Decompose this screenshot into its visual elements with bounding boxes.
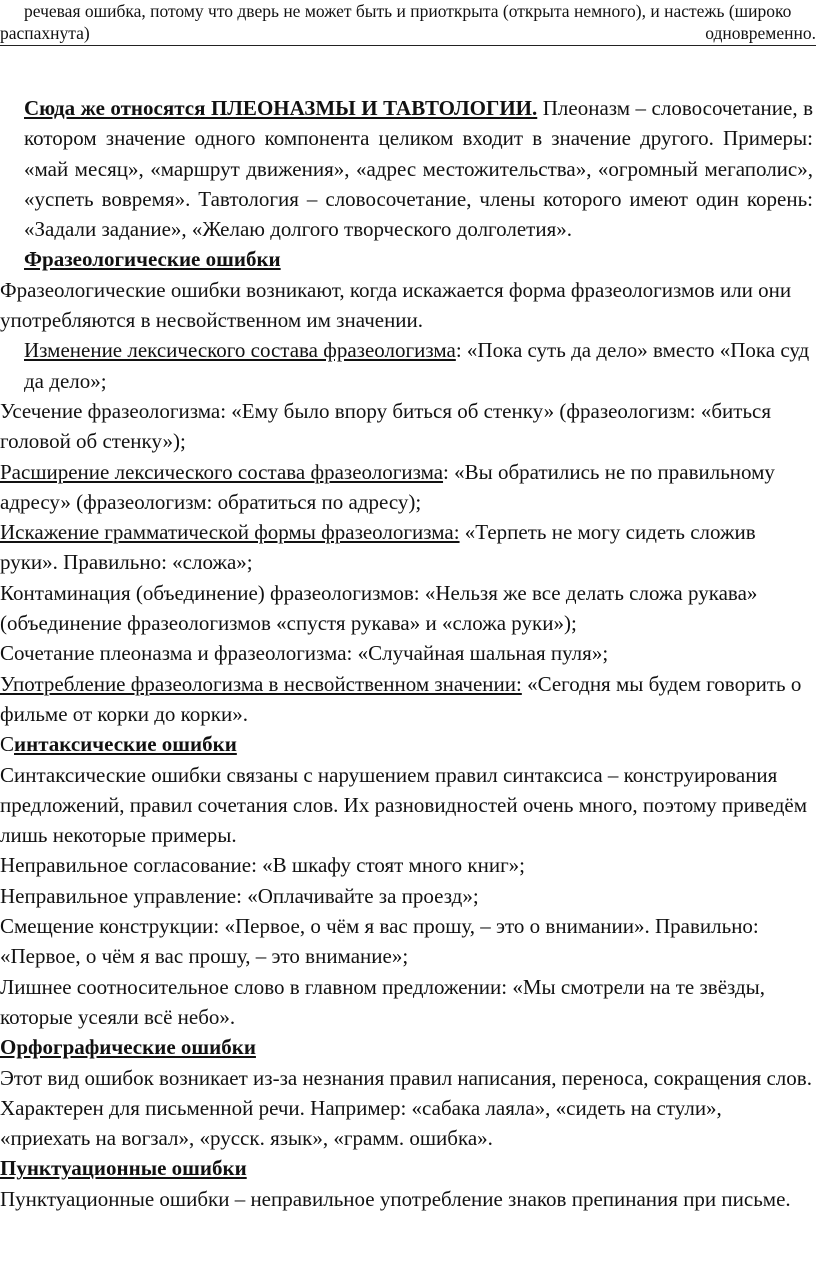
pleonasm-text: Плеоназм – словосочетание, в котором значение одного компонента целиком входит в значение другого. Примеры: «май месяц», «маршрут движения», «адрес местожительства», «огромный мегаполис», «успеть вовремя». Тавтология – словосочетание, члены которого имеют один корень: «Задали задание», «Желаю долгого творческого долголетия». <box>24 96 813 242</box>
phraseo-heading: Фразеологические ошибки <box>24 247 281 272</box>
ortho-text: Этот вид ошибок возникает из-за незнания правил написания, переноса, сокращения слов. Характерен для письменной речи. Например: «сабака лаяла», «сидеть на стули», «приехать на вогзал», «русск. язык», «грамм. ошибка». <box>0 1065 812 1151</box>
phraseo-item-1-rest: : «Пока суть да дело» вместо «Пока суд да дело»; <box>24 338 810 393</box>
phraseo-intro: Фразеологические ошибки возникают, когда искажается форма фразеологизмов или они употребляются в несвойственном им значении. <box>0 277 792 333</box>
top-fragment <box>0 0 816 46</box>
phraseo-item-5: Контаминация (объединение) фразеологизмов: «Нельзя же все делать сложа рукава» (объединение фразеологизмов «спустя рукава» и «сложа руки»); <box>0 580 758 636</box>
syntax-item-4: Лишнее соотносительное слово в главном предложении: «Мы смотрели на те звёзды, которые усеяли всё небо». <box>0 974 765 1029</box>
phraseo-item-4-rest: «Терпеть не могу сидеть сложив руки». Правильно: «сложа»; <box>0 520 756 575</box>
syntax-item-3: Смещение конструкции: «Первое, о чём я вас прошу, – это о внимании». Правильно: «Первое, о чём я вас прошу, – это внимание»; <box>0 914 759 969</box>
document-body <box>0 93 813 1214</box>
ortho-heading: Орфографические ошибки <box>0 1035 256 1060</box>
top-line-2-left: распахнута) <box>0 23 90 43</box>
top-line-1: речевая ошибка, потому что дверь не может быть и приоткрыта (открыта немного), и настежь (широко <box>24 1 792 21</box>
phraseo-item-4 <box>0 517 813 578</box>
phraseo-item-7-term: Употребление фразеологизма в несвойственном значении: <box>0 671 522 696</box>
punct-heading-line <box>0 1153 813 1183</box>
syntax-item-1: Неправильное согласование: «В шкафу стоят много книг»; <box>0 853 526 878</box>
phraseo-heading-line <box>0 244 813 274</box>
pleonasm-heading: Сюда же относятся ПЛЕОНАЗМЫ И ТАВТОЛОГИИ. <box>24 96 538 120</box>
syntax-heading-rest: интаксические ошибки <box>14 732 237 757</box>
syntax-item-2: Неправильное управление: «Оплачивайте за проезд»; <box>0 883 479 908</box>
phraseo-item-3-term: Расширение лексического состава фразеологизма <box>0 459 444 484</box>
punct-text: Пунктуационные ошибки – неправильное употребление знаков препинания при письме. <box>0 1186 791 1211</box>
phraseo-item-1-term: Изменение лексического состава фразеологизма <box>24 338 456 363</box>
syntax-heading-line <box>0 729 813 759</box>
punct-heading: Пунктуационные ошибки <box>0 1156 247 1181</box>
syntax-intro: Синтаксические ошибки связаны с нарушением правил синтаксиса – конструирования предложений, правил сочетания слов. Их разновидностей очень много, поэтому приведём лишь некоторые примеры. <box>0 762 808 848</box>
phraseo-item-3 <box>0 457 813 518</box>
phraseo-item-7 <box>0 669 813 730</box>
pleonasm-paragraph <box>0 93 813 244</box>
phraseo-item-2: Усечение фразеологизма: «Ему было впору биться об стенку» (фразеологизм: «биться головой об стенку»); <box>0 398 772 454</box>
syntax-heading-first: С <box>0 732 15 757</box>
phraseo-item-3-rest: : «Вы обратились не по правильному адресу» (фразеологизм: обратиться по адресу); <box>0 459 775 514</box>
phraseo-item-4-term: Искажение грамматической формы фразеологизма: <box>0 520 460 545</box>
ortho-heading-line <box>0 1032 813 1062</box>
phraseo-item-6: Сочетание плеоназма и фразеологизма: «Случайная шальная пуля»; <box>0 641 609 666</box>
top-line-2-right: одновременно. <box>705 23 816 43</box>
top-line-2 <box>0 22 816 46</box>
phraseo-item-7-rest: «Сегодня мы будем говорить о фильме от корки до корки». <box>0 671 802 726</box>
phraseo-item-1 <box>0 335 813 396</box>
